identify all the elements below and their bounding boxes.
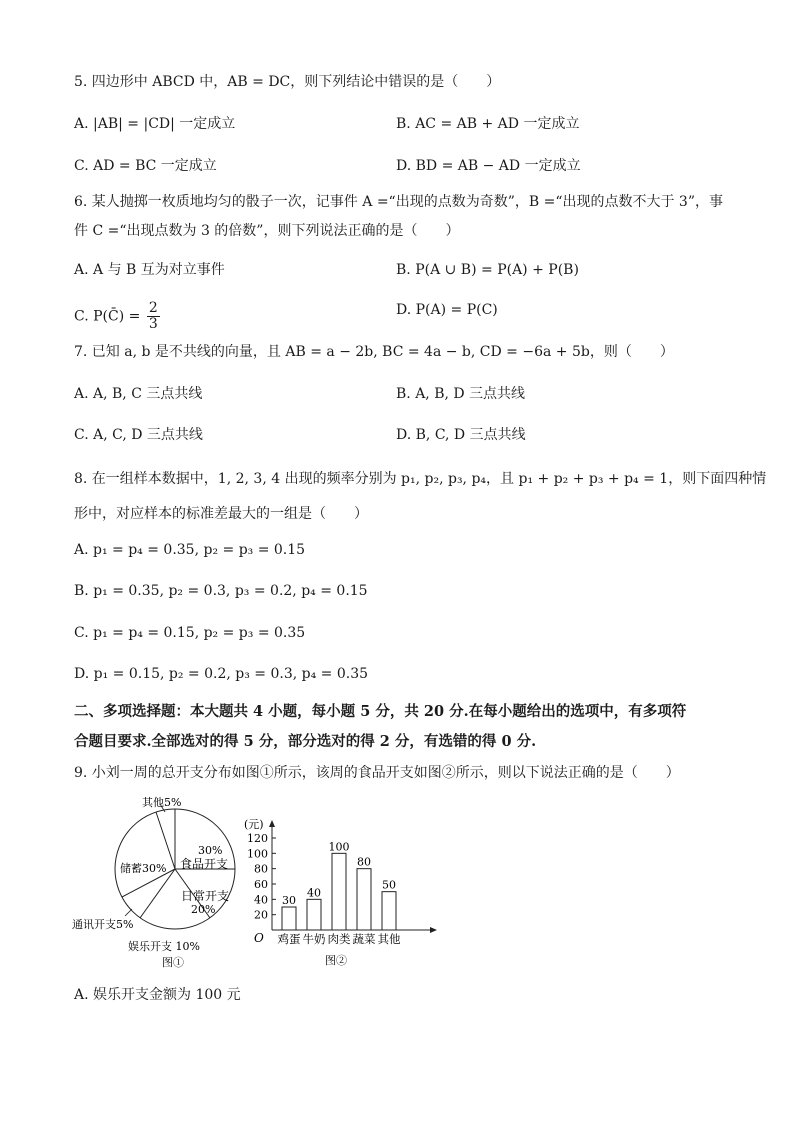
q6-fraction	[147, 301, 160, 332]
y-axis-label: (元)	[244, 818, 264, 831]
y-tick-label: 20	[254, 908, 268, 922]
origin-label: O	[254, 931, 264, 945]
y-tick-label: 60	[254, 878, 268, 891]
x-tick-label: 蔬菜	[352, 932, 376, 946]
bar	[307, 899, 321, 930]
fraction-denominator: 3	[148, 316, 158, 332]
q8-stem-line1: 8. 在一组样本数据中，1, 2, 3, 4 出现的频率分别为 p₁, p₂, p₃, p₄，且 p₁ + p₂ + p₃ + p₄ = 1，则下面四种情	[74, 471, 767, 487]
bar-value-label: 100	[328, 840, 350, 854]
q6-option-b: B. P(A ∪ B) = P(A) + P(B)	[396, 262, 579, 278]
bar	[282, 907, 296, 930]
pie-caption: 图①	[162, 956, 184, 969]
bar	[382, 892, 396, 930]
x-tick-label: 肉类	[327, 932, 351, 946]
q8-option-d: D. p₁ = 0.15, p₂ = 0.2, p₃ = 0.3, p₄ = 0.35	[74, 666, 369, 682]
bar-chart-figure	[240, 812, 440, 972]
bar-value-label: 80	[357, 855, 371, 869]
pie-label-daily: 日常开支	[181, 889, 230, 903]
y-tick-label: 80	[254, 862, 268, 876]
q7-stem: 7. 已知 a, b 是不共线的向量，且 AB = a − 2b, BC = 4a − b, CD = −6a + 5b，则（ ）	[74, 344, 674, 360]
q7-option-a: A. A, B, C 三点共线	[74, 386, 203, 402]
q9-stem: 9. 小刘一周的总开支分布如图①所示，该周的食品开支如图②所示，则以下说法正确的是（ ）	[74, 765, 680, 781]
q6-stem-line1: 6. 某人抛掷一枚质地均匀的骰子一次，记事件 A =“出现的点数为奇数”，B =“出现的点数不大于 3”，事	[74, 194, 724, 210]
q7-option-c: C. A, C, D 三点共线	[74, 427, 203, 443]
pie-label-food-percent: 30%	[198, 844, 223, 857]
section2-line1: 二、多项选择题：本大题共 4 小题，每小题 5 分，共 20 分.在每小题给出的选项中，有多项符	[74, 703, 687, 720]
q5-option-d: D. BD = AB − AD 一定成立	[396, 158, 581, 174]
q8-option-a: A. p₁ = p₄ = 0.35, p₂ = p₃ = 0.15	[74, 542, 306, 558]
bar-value-label: 40	[307, 886, 321, 900]
bar-value-label: 30	[282, 894, 296, 907]
q5-stem: 5. 四边形中 ABCD 中，AB = DC，则下列结论中错误的是（ ）	[74, 74, 501, 90]
q7-option-d: D. B, C, D 三点共线	[396, 427, 526, 443]
q5-option-a: A. |AB| = |CD| 一定成立	[74, 116, 236, 132]
bar	[357, 869, 371, 930]
q8-option-b: B. p₁ = 0.35, p₂ = 0.3, p₃ = 0.2, p₄ = 0.15	[74, 583, 368, 599]
pie-label-food: 食品开支	[180, 857, 229, 871]
bar-chart-caption: 图②	[325, 954, 347, 967]
q6-option-c	[74, 301, 160, 332]
q7-option-b: B. A, B, D 三点共线	[396, 386, 526, 402]
section2-line2: 合题目要求.全部选对的得 5 分，部分选对的得 2 分，有选错的得 0 分.	[74, 733, 537, 750]
q8-option-c: C. p₁ = p₄ = 0.15, p₂ = p₃ = 0.35	[74, 625, 306, 641]
pie-chart-figure	[70, 792, 250, 972]
q9-option-a: A. 娱乐开支金额为 100 元	[74, 987, 241, 1003]
y-tick-label: 40	[254, 893, 268, 907]
x-axis-arrow	[430, 927, 437, 933]
q8-stem-line2: 形中，对应样本的标准差最大的一组是（ ）	[74, 506, 368, 522]
q6-option-c-prefix: C. P(C̄) =	[74, 308, 141, 325]
fraction-numerator: 2	[148, 300, 158, 316]
x-tick-label: 鸡蛋	[277, 932, 301, 946]
pie-label-other: 其他5%	[142, 796, 182, 809]
y-tick-label: 100	[247, 847, 268, 861]
q6-stem-line2: 件 C =“出现点数为 3 的倍数”，则下列说法正确的是（ ）	[74, 223, 460, 239]
x-tick-label: 其他	[377, 932, 401, 946]
pie-label-communication: 通讯开支5%	[72, 918, 134, 931]
pie-label-daily-percent: 20%	[191, 903, 216, 916]
q5-option-c: C. AD = BC 一定成立	[74, 158, 217, 174]
bar-value-label: 50	[382, 878, 396, 892]
pie-label-entertainment: 娱乐开支 10%	[128, 940, 200, 953]
bar	[332, 853, 346, 930]
y-axis-arrow	[269, 820, 275, 827]
y-tick-label: 120	[247, 832, 268, 845]
q5-option-b: B. AC = AB + AD 一定成立	[396, 116, 580, 132]
leader-line	[125, 909, 132, 916]
x-tick-label: 牛奶	[302, 932, 326, 946]
q6-option-d: D. P(A) = P(C)	[396, 302, 498, 318]
q6-option-a: A. A 与 B 互为对立事件	[74, 262, 225, 278]
pie-label-savings: 储蓄30%	[120, 862, 167, 875]
